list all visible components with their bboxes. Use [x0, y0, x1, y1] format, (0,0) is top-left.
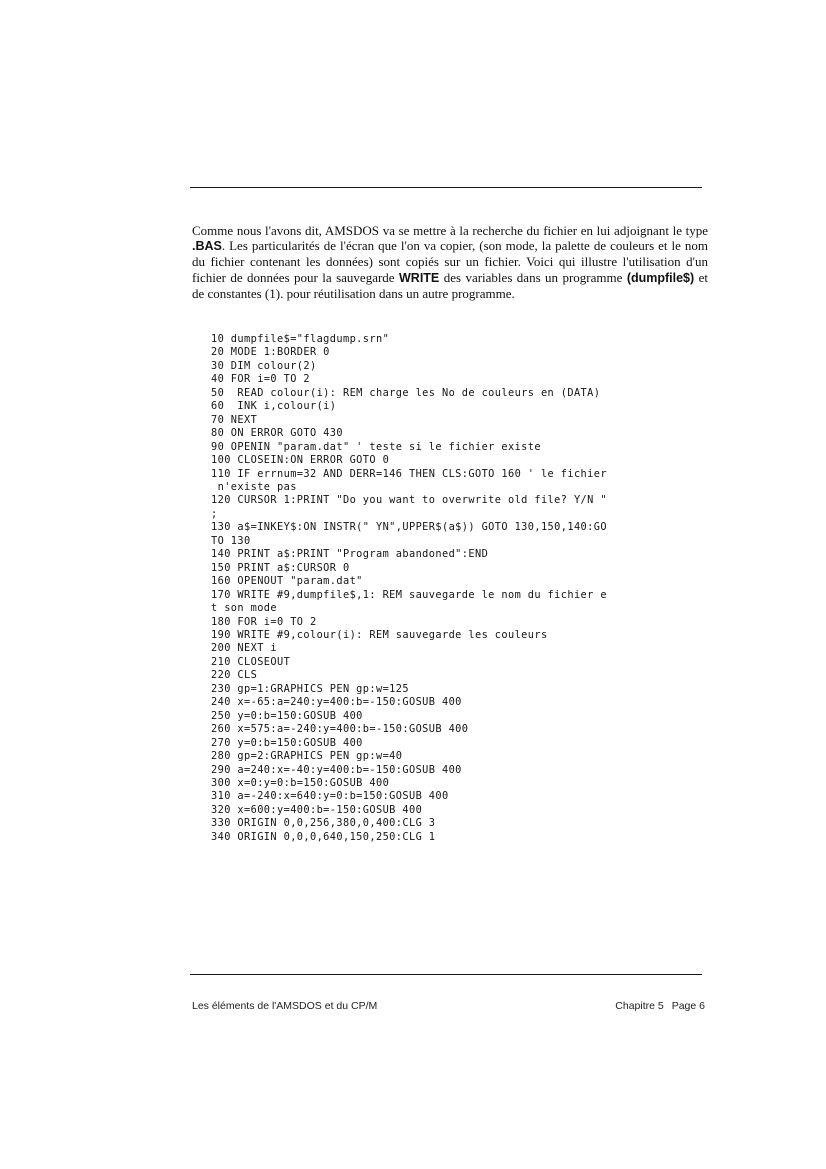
intro-text-3: des variables dans un programme: [439, 269, 627, 285]
code-line: 90 OPENIN "param.dat" ' teste si le fichier existe: [211, 440, 541, 453]
code-line: 190 WRITE #9,colour(i): REM sauvegarde les couleurs: [211, 628, 548, 641]
keyword-bas: .BAS: [192, 239, 222, 254]
keyword-dumpfile: (dumpfile$): [626, 270, 695, 285]
code-line: 50 READ colour(i): REM charge les No de couleurs en (DATA): [211, 386, 601, 399]
code-line: 80 ON ERROR GOTO 430: [211, 427, 343, 440]
code-line: 70 NEXT: [211, 413, 258, 426]
code-line: 320 x=600:y=400:b=-150:GOSUB 400: [211, 803, 423, 816]
code-line: 210 CLOSEOUT: [211, 655, 291, 668]
footer-rule: [190, 974, 702, 975]
header-rule: [190, 187, 702, 188]
code-line: 270 y=0:b=150:GOSUB 400: [211, 736, 363, 749]
code-line: 30 DIM colour(2): [211, 359, 317, 372]
code-line: 40 FOR i=0 TO 2: [211, 373, 310, 386]
intro-text-4: et de constantes (1). pour réutilisation dans un autre programme.: [192, 269, 708, 301]
code-line: 250 y=0:b=150:GOSUB 400: [211, 709, 363, 722]
code-line: 150 PRINT a$:CURSOR 0: [211, 561, 350, 574]
intro-paragraph: [192, 223, 708, 301]
code-line: 10 dumpfile$="flagdump.srn": [211, 333, 390, 345]
code-line: 110 IF errnum=32 AND DERR=146 THEN CLS:GOTO 160 ' le fichier: [211, 467, 607, 480]
code-line: 130 a$=INKEY$:ON INSTR(" YN",UPPER$(a$)) GOTO 130,150,140:GO: [211, 521, 607, 534]
code-line: 230 gp=1:GRAPHICS PEN gp:w=125: [211, 682, 409, 695]
keyword-write: WRITE: [399, 270, 440, 285]
code-line: 280 gp=2:GRAPHICS PEN gp:w=40: [211, 750, 403, 763]
footer-page-number: Page 6: [671, 1000, 705, 1012]
code-line: 220 CLS: [211, 669, 258, 682]
footer-book-section: Les éléments de l'AMSDOS et du CP/M: [192, 1000, 378, 1012]
code-line: TO 130: [211, 534, 251, 547]
code-line: ;: [211, 507, 218, 520]
code-line: 260 x=575:a=-240:y=400:b=-150:GOSUB 400: [211, 723, 469, 736]
code-line: 340 ORIGIN 0,0,0,640,150,250:CLG 1: [211, 830, 436, 843]
code-line: 60 INK i,colour(i): [211, 400, 337, 413]
code-line: 170 WRITE #9,dumpfile$,1: REM sauvegarde le nom du fichier e: [211, 588, 607, 601]
code-line: 100 CLOSEIN:ON ERROR GOTO 0: [211, 454, 390, 467]
footer-page-info: [615, 1000, 705, 1012]
code-line: 300 x=0:y=0:b=150:GOSUB 400: [211, 776, 390, 789]
code-line: 200 NEXT i: [211, 642, 277, 655]
code-line: 160 OPENOUT "param.dat": [211, 575, 363, 588]
code-line: 20 MODE 1:BORDER 0: [211, 346, 330, 359]
code-line: 120 CURSOR 1:PRINT "Do you want to overwrite old file? Y/N ": [211, 494, 607, 507]
intro-text-1: Comme nous l'avons dit, AMSDOS va se mettre à la recherche du fichier en lui adjoignant le type: [192, 223, 708, 238]
footer-chapter: Chapitre 5: [615, 1000, 664, 1012]
code-line: 310 a=-240:x=640:y=0:b=150:GOSUB 400: [211, 790, 449, 803]
basic-code-listing: [211, 333, 711, 844]
code-line: 290 a=240:x=-40:y=400:b=-150:GOSUB 400: [211, 763, 462, 776]
code-line: t son mode: [211, 602, 277, 615]
code-line: n'existe pas: [211, 480, 297, 493]
code-line: 330 ORIGIN 0,0,256,380,0,400:CLG 3: [211, 817, 436, 830]
intro-text-2: . Les particularités de l'écran que l'on va copier, (son mode, la palette de couleurs et le nom du fichier contenant les données) sont copiés sur un fichier. Voici qui illustre l'utilisation d'un fichier de données pour la sauvegarde: [192, 238, 708, 285]
code-line: 180 FOR i=0 TO 2: [211, 615, 317, 628]
code-line: 240 x=-65:a=240:y=400:b=-150:GOSUB 400: [211, 696, 462, 709]
code-line: 140 PRINT a$:PRINT "Program abandoned":END: [211, 548, 489, 561]
